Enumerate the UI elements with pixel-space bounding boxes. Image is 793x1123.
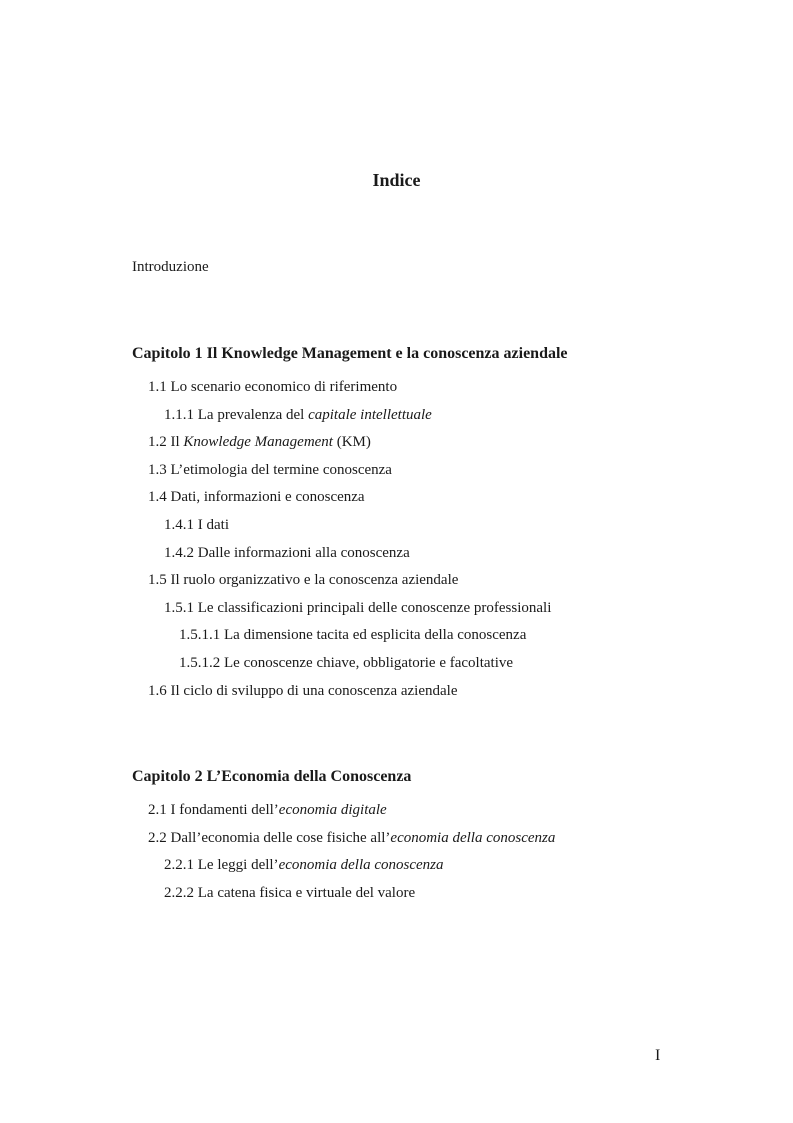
toc-entry — [132, 825, 692, 853]
toc-entry-number: 1.6 — [148, 682, 167, 699]
toc-entry — [132, 678, 692, 706]
toc-entry — [132, 622, 692, 650]
toc-entry-number: 2.2.1 — [164, 857, 194, 874]
toc-entry — [132, 650, 692, 678]
toc-entry-text: Il ciclo di sviluppo di una conoscenza aziendale — [170, 682, 458, 699]
chapter-1-heading: Capitolo 1 Il Knowledge Management e la conoscenza aziendale — [132, 345, 568, 362]
toc-entry-italic-text: economia della conoscenza — [278, 857, 444, 874]
toc-entry — [132, 852, 692, 880]
toc-entry-text: La prevalenza del — [197, 406, 309, 423]
toc-entry — [132, 374, 692, 402]
toc-entry — [132, 402, 692, 430]
toc-entry-text: La dimensione tacita ed esplicita della conoscenza — [224, 627, 527, 644]
toc-entry-number: 1.5.1.2 — [179, 654, 221, 671]
toc-entry-number: 1.1 — [148, 379, 167, 395]
chapter-2-heading: Capitolo 2 L’Economia della Conoscenza — [132, 768, 412, 785]
toc-entry — [132, 567, 692, 595]
toc-entry-text: Le classificazioni principali delle conoscenze professionali — [197, 599, 552, 616]
toc-entry-number: 2.2.2 — [164, 884, 194, 901]
toc-entry-text: Le leggi dell’ — [197, 857, 279, 874]
toc-entry — [132, 429, 692, 457]
toc-entry-number: 1.1.1 — [164, 406, 194, 423]
chapter-1-section — [132, 343, 692, 705]
chapter-2-section — [132, 766, 692, 907]
page-number: I — [655, 1047, 661, 1064]
toc-entry-number: 2.1 — [148, 802, 167, 818]
toc-entry-text: Dalle informazioni alla conoscenza — [197, 544, 410, 561]
toc-entry-text: L’etimologia del termine conoscenza — [170, 461, 392, 478]
toc-entry-number: 1.2 — [148, 434, 167, 451]
toc-entry — [132, 540, 692, 568]
toc-entry-number: 1.4 — [148, 489, 167, 506]
toc-entry-text-suffix: (KM) — [332, 434, 371, 451]
toc-entry — [132, 457, 692, 485]
page-title: Indice — [372, 170, 421, 190]
toc-entry-text: Lo scenario economico di riferimento — [170, 379, 398, 395]
toc-entry-number: 1.5.1 — [164, 599, 194, 616]
toc-entry-number: 1.3 — [148, 461, 167, 478]
toc-entry-text: I fondamenti dell’ — [170, 802, 279, 818]
chapter-2-entries — [132, 797, 692, 907]
toc-introduction: Introduzione — [132, 259, 209, 275]
toc-entry-number: 1.5 — [148, 572, 167, 589]
toc-entry-text: Le conoscenze chiave, obbligatorie e facoltative — [224, 654, 514, 671]
toc-entry — [132, 484, 692, 512]
toc-entry-text: Il — [170, 434, 184, 451]
toc-entry-text: La catena fisica e virtuale del valore — [197, 884, 416, 901]
toc-entry-text: Dall’economia delle cose fisiche all’ — [170, 829, 391, 846]
toc-entry-text: I dati — [197, 516, 229, 533]
toc-entry-italic-text: capitale intellettuale — [308, 406, 432, 423]
toc-entry-number: 2.2 — [148, 829, 167, 846]
toc-entry-italic-text: Knowledge Management — [183, 434, 333, 451]
toc-entry — [132, 595, 692, 623]
toc-entry — [132, 512, 692, 540]
toc-entry-italic-text: economia digitale — [278, 802, 387, 818]
toc-entry — [132, 880, 692, 908]
toc-entry — [132, 797, 692, 825]
toc-entry-text: Dati, informazioni e conoscenza — [170, 489, 365, 506]
toc-entry-number: 1.4.1 — [164, 516, 194, 533]
chapter-1-entries — [132, 374, 692, 705]
toc-entry-number: 1.4.2 — [164, 544, 194, 561]
toc-entry-text: Il ruolo organizzativo e la conoscenza aziendale — [170, 572, 459, 589]
toc-entry-number: 1.5.1.1 — [179, 627, 221, 644]
toc-entry-italic-text: economia della conoscenza — [390, 829, 556, 846]
